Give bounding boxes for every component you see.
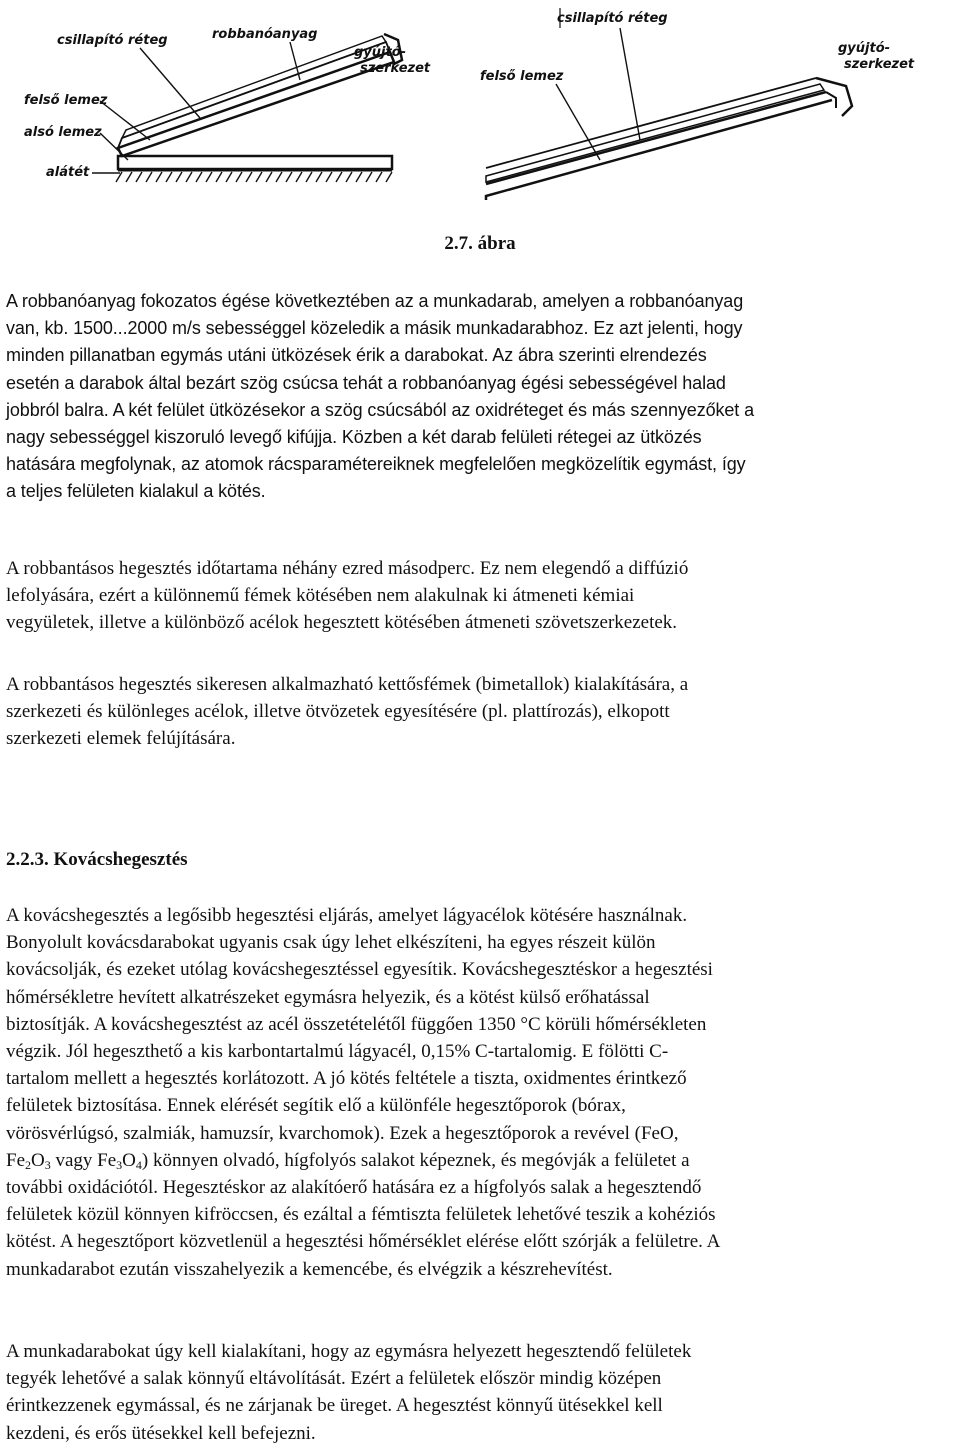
- text-line: A robbanóanyag fokozatos égése következtében az a munkadarab, amelyen a robbanóanyag: [6, 291, 744, 311]
- formula-middle: vagy Fe: [50, 1149, 117, 1171]
- text-line: minden pillanatban egymás utáni ütközések érik a darabokat. Az ábra szerinti elrendezés: [6, 345, 707, 366]
- figure-caption: 2.7. ábra: [444, 233, 516, 254]
- text-line: szerkezeti és különleges acélok, illetve ötvözetek egyesítésére (pl. plattírozás), elkopott: [6, 701, 670, 723]
- formula-sub: 3: [116, 1157, 123, 1172]
- formula-sub: 4: [135, 1157, 142, 1172]
- label-upper-plate-left: felső lemez: [24, 93, 108, 108]
- label-base-plate-left: alátét: [46, 165, 90, 180]
- text-line: vörösvérlúgsó, szalmiák, hamuzsír, kvarchomok). Ezek a hegesztőporok a revével (FeO,: [6, 1122, 679, 1144]
- text-line: szerkezeti elemek felújítására.: [6, 728, 236, 750]
- right-leader-lines: [556, 28, 640, 160]
- text-line: érintkezzenek egymással, és ne zárjanak be üreget. A hegesztést könnyű ütésekkel kell: [6, 1395, 663, 1417]
- text-line: felületek közül könnyen kifröccsen, és ezáltal a fémtiszta felületek lehetővé teszik a kohéziós: [6, 1204, 716, 1226]
- label-ignition-left-text: gyújtó-szerkezet: [354, 45, 431, 76]
- text-line: A robbantásos hegesztés sikeresen alkalmazható kettősfémek (bimetallok) kialakítására, a: [6, 674, 689, 695]
- label-explosive-left: robbanóanyag: [212, 27, 318, 42]
- label-upper-plate-right: felső lemez: [480, 69, 564, 84]
- text-line: a teljes felületen kialakul a kötés.: [6, 481, 266, 502]
- text-line: kötést. A hegesztőport közvetlenül a hegesztési hőmérséklet elérése előtt szórják a felületre. A: [6, 1231, 721, 1253]
- text-line: van, kb. 1500...2000 m/s sebességgel közeledik a másik munkadarabhoz. Ez azt jelenti, hogy: [6, 318, 743, 339]
- label-damping-layer-right: csillapító réteg: [557, 11, 668, 26]
- paragraph-duration: [6, 555, 954, 637]
- formula-o: O: [31, 1149, 45, 1171]
- text-line: vegyületek, illetve a különböző acélok hegesztett kötésében átmeneti szövetszerkezetek.: [6, 612, 678, 634]
- text-line: munkadarabot ezután visszahelyezik a kemencébe, és elvégzik a készrehevítést.: [6, 1258, 613, 1280]
- formula-o: O: [122, 1149, 136, 1171]
- text-line: nagy sebességgel kiszoruló levegő kifújja. Közben a két darab felületi rétegei az ütközés: [6, 427, 702, 448]
- paragraph-workpiece-shape: [6, 1338, 954, 1447]
- text-line: hőmérsékletre hevített alkatrészeket egymásra helyezik, és a kötést külső erőhatással: [6, 986, 650, 1008]
- left-leader-lines: [92, 42, 300, 173]
- text-line: felületek biztosítása. Ennek elérését segítik elő a különféle hegesztőporok (bórax,: [6, 1095, 626, 1117]
- explosive-welding-diagram: [0, 0, 960, 205]
- text-line: lefolyására, ezért a különnemű fémek kötésében nem alakulnak ki átmeneti kémiai: [6, 585, 635, 607]
- right-diagram: [486, 8, 852, 200]
- text-line: további oxidációtól. Hegesztéskor az alakítóerő hatására ez a hígfolyós salak a hegesztendő: [6, 1177, 702, 1199]
- formula-sub: 2: [25, 1157, 31, 1172]
- text-line: tartalom mellett a hegesztés korlátozott. A jó kötés feltétele a tiszta, oxidmentes érintkező: [6, 1068, 687, 1090]
- section-title: Kovácshegesztés: [53, 849, 188, 870]
- paragraph-applications: [6, 671, 954, 753]
- section-number: 2.2.3.: [6, 849, 49, 870]
- text-line: hatására megfolynak, az atomok rácsparamétereiknek megfelelően megközelítik egymást, így: [6, 454, 746, 475]
- text-line: végzik. Jól hegeszthető a kis karbontartalmú lágyacél, 0,15% C-tartalomig. E fölötti C-: [6, 1041, 669, 1063]
- text-line: A kovácshegesztés a legősibb hegesztési eljárás, amelyet lágyacélok kötésére használnak.: [6, 905, 688, 926]
- text-line: A munkadarabokat úgy kell kialakítani, hogy az egymásra helyezett hegesztendő felületek: [6, 1341, 692, 1362]
- formula-rest: ) könnyen olvadó, hígfolyós salakot képeznek, és megóvják a felületet a: [141, 1149, 690, 1171]
- formula-fe: Fe: [6, 1149, 25, 1171]
- label-damping-layer-left: csillapító réteg: [57, 33, 168, 48]
- label-ignition-right: gyújtó-szerkezet: [838, 41, 915, 72]
- label-lower-plate-left: alsó lemez: [24, 125, 102, 140]
- formula-sub: 3: [44, 1157, 51, 1172]
- text-line: A robbantásos hegesztés időtartama néhány ezred másodperc. Ez nem elegendő a diffúzió: [6, 558, 689, 579]
- text-line: kovácsolják, és ezeket utólag kovácshegesztéssel egyesítik. Kovácshegesztéskor a hegesztési: [6, 959, 713, 981]
- text-line: Bonyolult kovácsdarabokat ugyanis csak úgy lehet elkészíteni, ha egyes részeit külön: [6, 932, 656, 954]
- label-ignition-left: [354, 45, 431, 76]
- text-line: biztosítják. A kovácshegesztést az acél összetételétől függően 1350 °C körüli hőmérsékleten: [6, 1013, 707, 1035]
- text-line: tegyék lehetővé a salak könnyű eltávolítását. Ezért a felületek először mindig középen: [6, 1368, 662, 1390]
- formula-line: [6, 1147, 954, 1174]
- text-line: kezdeni, és erős ütésekkel kell befejezni.: [6, 1422, 316, 1444]
- paragraph-explosive-welding-mechanism: [6, 288, 954, 506]
- paragraph-forge-welding: [6, 902, 954, 1283]
- welding-figure: [0, 0, 960, 205]
- text-line: jobbról balra. A két felület ütközésekor a szög csúcsából az oxidréteget és más szennyezőket a: [6, 399, 755, 420]
- text-line: esetén a darabok által bezárt szög csúcsa tehát a robbanóanyag égési sebességével halad: [6, 372, 726, 393]
- section-heading: [6, 846, 188, 873]
